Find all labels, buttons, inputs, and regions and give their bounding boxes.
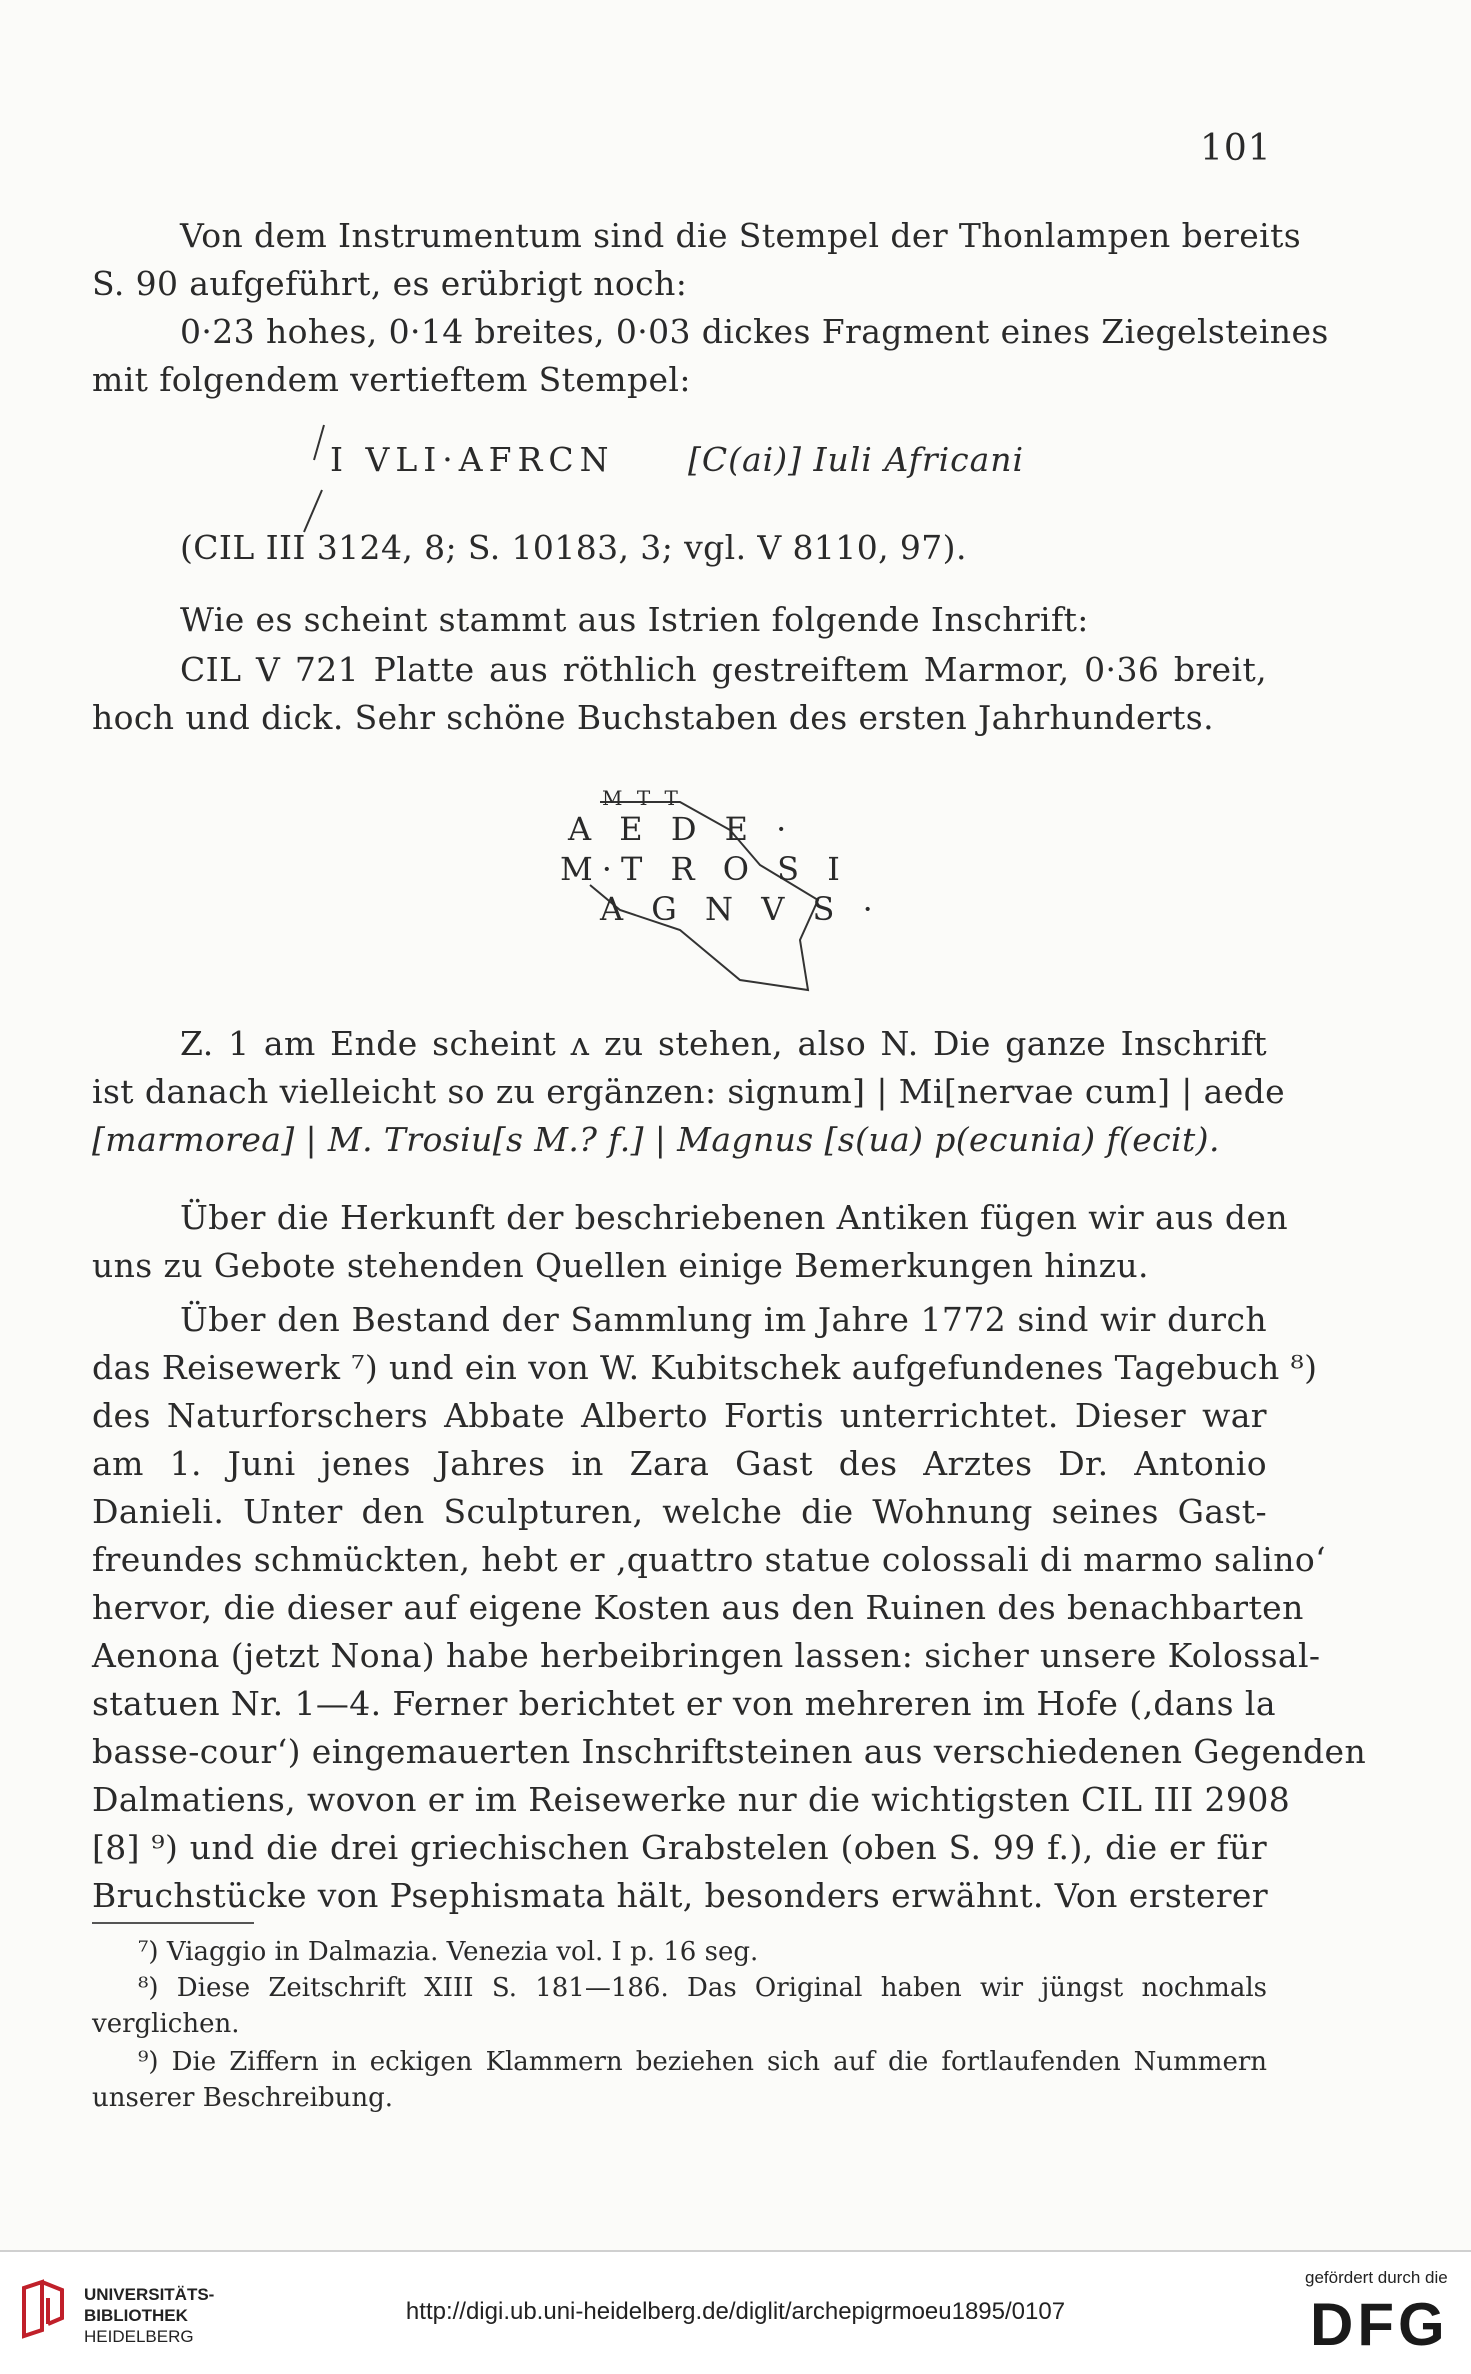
text-line: Bruchstücke von Psephismata hält, besonders erwähnt. Von ersterer <box>92 1876 1269 1915</box>
inscription-line-2: M·T R O S I <box>560 850 849 888</box>
footnote: verglichen. <box>92 2009 240 2039</box>
footnote: ⁷) Viaggio in Dalmazia. Venezia vol. I p. 16 seg. <box>138 1937 759 1967</box>
text-line: [marmorea] | M. Trosiu[s M.? f.] | Magnus [s(ua) p(ecunia) f(ecit). <box>92 1120 1220 1159</box>
text-line: Von dem Instrumentum sind die Stempel der Thonlampen bereits <box>180 216 1302 255</box>
text-line: Wie es scheint stammt aus Istrien folgende Inschrift: <box>180 600 1089 639</box>
text-line: statuen Nr. 1—4. Ferner berichtet er von mehreren im Hofe (‚dans la <box>92 1684 1276 1723</box>
text-line: Danieli. Unter den Sculpturen, welche die Wohnung seines Gast- <box>92 1492 1267 1531</box>
dfg-logo: DFG <box>1310 2291 1449 2358</box>
text-line: das Reisewerk ⁷) und ein von W. Kubitschek aufgefundenes Tagebuch ⁸) <box>92 1348 1318 1387</box>
text-line: Über die Herkunft der beschriebenen Antiken fügen wir aus den <box>180 1198 1289 1237</box>
text-line: Über den Bestand der Sammlung im Jahre 1772 sind wir durch <box>180 1300 1267 1339</box>
text-line: Dalmatiens, wovon er im Reisewerke nur die wichtigsten CIL III 2908 <box>92 1780 1291 1819</box>
footnote: ⁹) Die Ziffern in eckigen Klammern beziehen sich auf die fortlaufenden Nummern <box>138 2047 1267 2077</box>
footnote: ⁸) Diese Zeitschrift XIII S. 181—186. Das Original haben wir jüngst nochmals <box>138 1973 1267 2003</box>
text-line: hoch und dick. Sehr schöne Buchstaben des ersten Jahrhunderts. <box>92 698 1215 737</box>
text-line: hervor, die dieser auf eigene Kosten aus den Ruinen des benachbarten <box>92 1588 1304 1627</box>
library-name-line: BIBLIOTHEK <box>84 2306 188 2325</box>
page-number: 101 <box>1200 128 1272 169</box>
text-line: des Naturforschers Abbate Alberto Fortis unterrichtet. Dieser war <box>92 1396 1267 1435</box>
inscription-line-0: M T T <box>602 786 682 810</box>
stamp-text: I VLI·AFRCN <box>330 440 615 479</box>
text-line: basse-cour‘) eingemauerten Inschriftsteinen aus verschiedenen Gegenden <box>92 1732 1367 1771</box>
text-line: 0·23 hohes, 0·14 breites, 0·03 dickes Fragment eines Ziegelsteines <box>180 312 1329 351</box>
text-line: am 1. Juni jenes Jahres in Zara Gast des Arztes Dr. Antonio <box>92 1444 1267 1483</box>
text-line: CIL V 721 Platte aus röthlich gestreiftem Marmor, 0·36 breit, <box>180 650 1267 689</box>
text-line: Aenona (jetzt Nona) habe herbeibringen lassen: sicher unsere Kolossal- <box>92 1636 1321 1675</box>
footnote: unserer Beschreibung. <box>92 2083 394 2113</box>
footnote-rule <box>92 1922 254 1924</box>
text-line: freundes schmückten, hebt er ‚quattro statue colossali di marmo salino‘ <box>92 1540 1327 1579</box>
inscription-line-1: A E D E · <box>568 810 796 848</box>
text-line: mit folgendem vertieftem Stempel: <box>92 360 691 399</box>
text-line: uns zu Gebote stehenden Quellen einige Bemerkungen hinzu. <box>92 1246 1149 1285</box>
permalink-url[interactable]: http://digi.ub.uni-heidelberg.de/diglit/archepigrmoeu1895/0107 <box>405 2298 1066 2325</box>
text-line: S. 90 aufgeführt, es erübrigt noch: <box>92 264 688 303</box>
stamp-break-line <box>284 420 344 540</box>
inscription-figure <box>560 786 920 1010</box>
stamp-reading: [C(ai)] Iuli Africani <box>688 440 1025 479</box>
cil-reference: (CIL III 3124, 8; S. 10183, 3; vgl. V 8110, 97). <box>180 528 967 567</box>
funded-by-label: gefördert durch die <box>1305 2268 1448 2287</box>
text-line: [8] ⁹) und die drei griechischen Grabstelen (oben S. 99 f.), die er für <box>92 1828 1267 1867</box>
library-name-line: UNIVERSITÄTS- <box>84 2285 215 2304</box>
inscription-line-3: A G N V S · <box>600 890 882 928</box>
text-line: Z. 1 am Ende scheint ʌ zu stehen, also N. Die ganze Inschrift <box>180 1024 1267 1063</box>
text-line: ist danach vielleicht so zu ergänzen: signum] | Mi[nervae cum] | aede <box>92 1072 1286 1111</box>
library-name-line: HEIDELBERG <box>84 2327 194 2346</box>
